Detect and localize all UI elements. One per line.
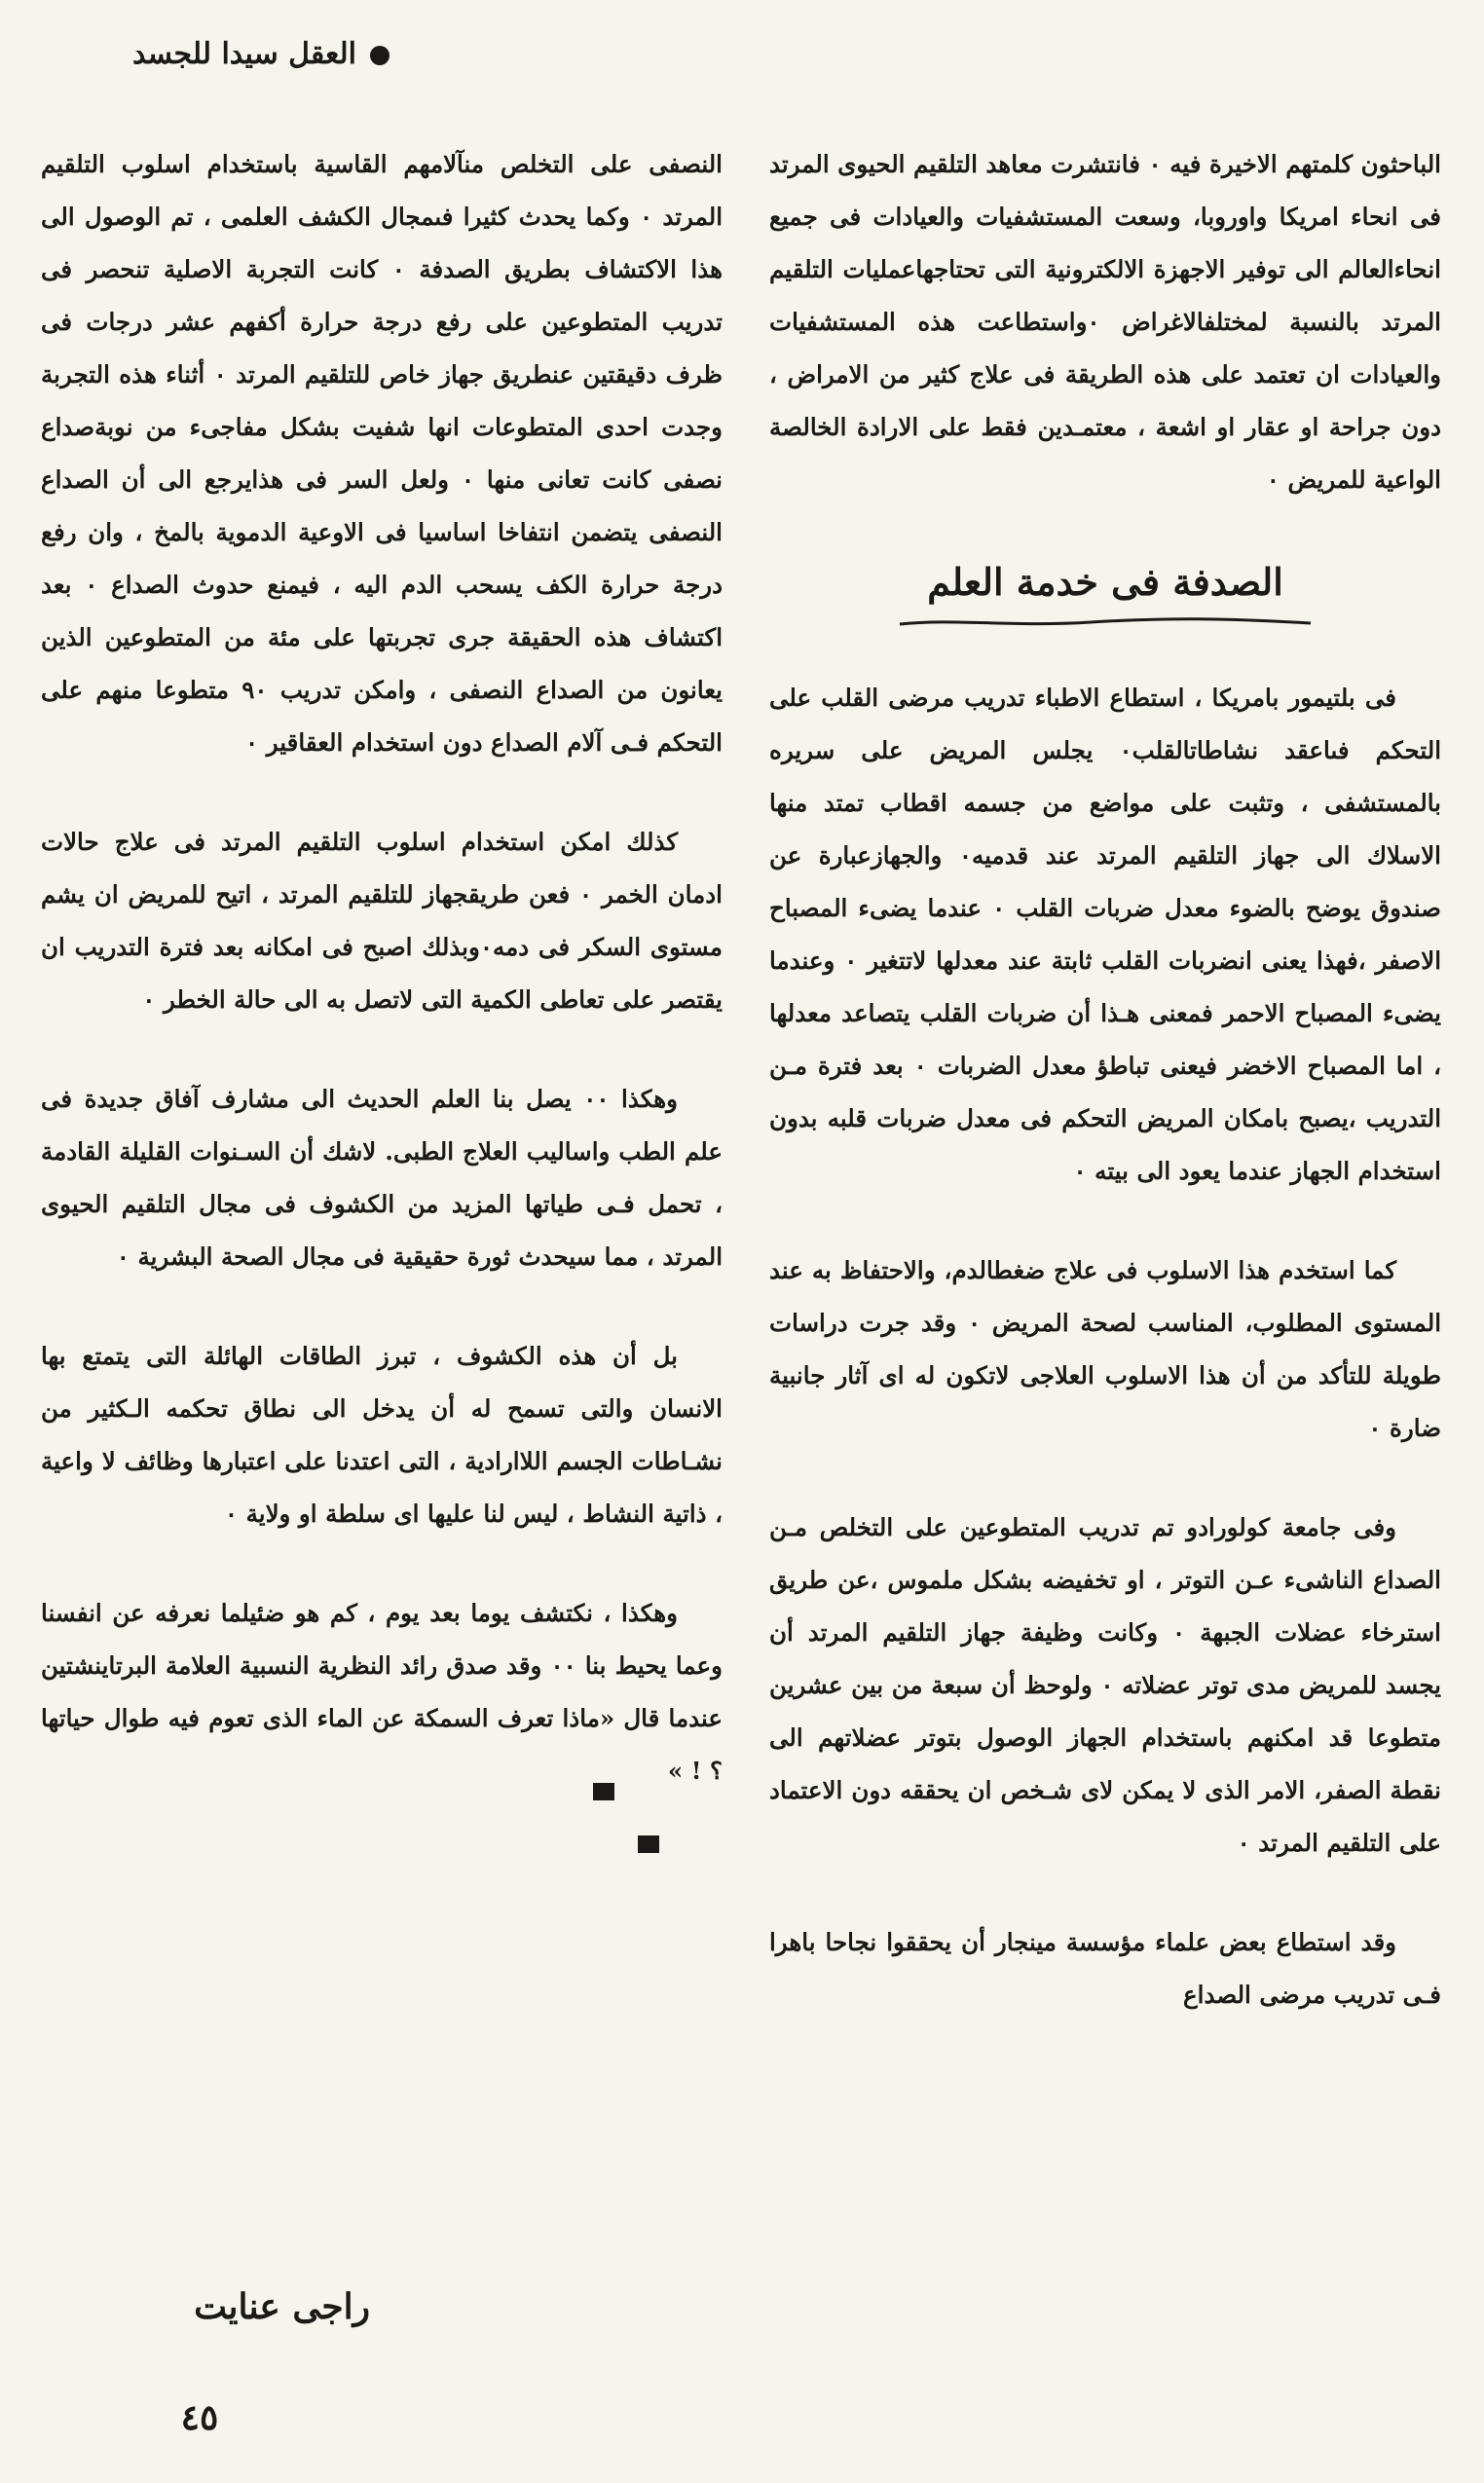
right-column: [769, 138, 1441, 2072]
bullet-icon: [370, 46, 390, 65]
paragraph: وقد استطاع بعض علماء مؤسسة مينجار أن يحققوا نجاحا باهرا فـى تدريب مرضى الصداع: [769, 1928, 1441, 2009]
paragraph: الباحثون كلمتهم الاخيرة فيه ٠ فانتشرت معاهد التلقيم الحيوى المرتد فى انحاء امريكا واوروبا، وسعت المستشفيات والعيادات فى جميع انحاءالعالم الى توفير الاجهزة الالكترونية التى تحتاجهاعمليات التلقيم المرتد بالنسبة لمختلفالاغراض ٠واستطاعت هذه المستشفيات والعيادات ان تعتمد على هذه الطريقة فى علاج كثير من الامراض ، دون جراحة او عقار او اشعة ، معتمـدين فقط على الارادة الخالصة الواعية للمريض ٠: [769, 150, 1441, 494]
author-signature: راجى عنايت: [194, 2286, 370, 2327]
paragraph: وفى جامعة كولورادو تم تدريب المتطوعين على التخلص مـن الصداع الناشىء عـن التوتر ، او تخفيضه بشكل ملموس ،عن طريق استرخاء عضلات الجبهة ٠ وكانت وظيفة جهاز التلقيم المرتد أن يجسد للمريض مدى توتر عضلاته ٠ ولوحظ أن سبعة من بين عشرين متطوعا قد امكنهم باستخدام الجهاز الوصول بتوتر عضلاتهم الى نقطة الصفر، الامر الذى لا يمكن لاى شـخص ان يحققه دون الاعتماد على التلقيم المرتد ٠: [769, 1513, 1441, 1857]
paragraph: كما استخدم هذا الاسلوب فى علاج ضغطالدم، والاحتفاظ به عند المستوى المطلوب، المناسب لصحة المريض ٠ وقد جرت دراسات طويلة للتأكد من أن هذا الاسلوب العلاجى لاتكون له اى آثار جانبية ضارة ٠: [769, 1256, 1441, 1442]
paragraph: فى بلتيمور بامريكا ، استطاع الاطباء تدريب مرضى القلب على التحكم فىاعقد نشاطاتالقلب٠ يجلس المريض على سريره بالمستشفى ، وتثبت على مواضع من جسمه اقطاب تمتد منها الاسلاك الى جهاز التلقيم المرتد عند قدميه٠ والجهازعبارة عن صندوق يوضح بالضوء معدل ضربات القلب ٠ عندما يضىء المصباح الاصفر ،فهذا يعنى انضربات القلب ثابتة عند معدلها لاتتغير ٠ وعندما يضىء المصباح الاحمر فمعنى هـذا أن ضربات القلب يتصاعد معدلها ، اما المصباح الاخضر فيعنى تباطؤ معدل الضربات ٠ بعد فترة مـن التدريب ،يصبح بامكان المريض التحكم فى معدل ضربات قلبه بدون استخدام الجهاز عندما يعود الى بيته ٠: [769, 684, 1441, 1185]
paragraph: [41, 1587, 723, 1797]
page-number: ٤٥: [180, 2397, 219, 2438]
heading-underline: [896, 615, 1315, 629]
paragraph: بل أن هذه الكشوف ، تبرز الطاقات الهائلة التى يتمتع بها الانسان والتى تسمح له أن يدخل الى نطاق تحكمه الـكثير من نشـاطات الجسم اللاارادية ، التى اعتدنا على اعتبارها وظائف لا واعية ، ذاتية النشاط ، ليس لنا عليها اى سلطة او ولاية ٠: [41, 1342, 723, 1528]
paragraph: كذلك امكن استخدام اسلوب التلقيم المرتد فى علاج حالات ادمان الخمر ٠ فعن طريقجهاز للتلقيم المرتد ، اتيح للمريض ان يشم مستوى السكر فى دمه٠وبذلك اصبح فى امكانه بعد فترة التدريب ان يقتصر على تعاطى الكمية التى لاتصل به الى حالة الخطر ٠: [41, 828, 723, 1014]
closing-paragraph-text: وهكذا ، نكتشف يوما بعد يوم ، كم هو ضئيلما نعرفه عن انفسنا وعما يحيط بنا ٠٠ وقد صدق رائد النظرية النسبية العلامة البرتاينشتين عندما قال «ماذا تعرف السمكة عن الماء الذى تعوم فيه طوال حياتها ؟ ! »: [41, 1599, 723, 1785]
section-heading: الصدفة فى خدمة العلم: [927, 560, 1283, 604]
paragraph: وهكذا ٠٠ يصل بنا العلم الحديث الى مشارف آفاق جديدة فى علم الطب واساليب العلاج الطبى. لاشك أن السـنوات القليلة القادمة ، تحمل فـى طياتها المزيد من الكشوف فى مجال التلقيم الحيوى المرتد ، مما سيحدث ثورة حقيقية فى مجال الصحة البشرية ٠: [41, 1085, 723, 1271]
paragraph: النصفى على التخلص منآلامهم القاسية باستخدام اسلوب التلقيم المرتد ٠ وكما يحدث كثيرا فىمجال الكشف العلمى ، تم الوصول الى هذا الاكتشاف بطريق الصدفة ٠ كانت التجربة الاصلية تنحصر فى تدريب المتطوعين على رفع درجة حرارة أكفهم عشر درجات فى ظرف دقيقتين عنطريق جهاز خاص للتلقيم المرتد ٠ أثناء هذه التجربة وجدت احدى المتطوعات انها شفيت بشكل مفاجىء من نوبةصداع نصفى كانت تعانى منها ٠ ولعل السر فى هذايرجع الى أن الصداع النصفى يتضمن انتفاخا اساسيا فى الاوعية الدموية بالمخ ، وان رفع درجة حرارة الكف يسحب الدم اليه ، فيمنع حدوث الصداع ٠ بعد اكتشاف هذه الحقيقة جرى تجربتها على مئة من المتطوعين الذين يعانون من الصداع النصفى ، وامكن تدريب ٩٠ متطوعا منهم على التحكم فـى آلام الصداع دون استخدام العقاقير ٠: [41, 150, 723, 757]
running-header: [39, 37, 390, 71]
left-column: [41, 138, 723, 1797]
running-title: العقل سيدا للجسد: [132, 37, 356, 71]
end-of-article-mark: [611, 1766, 659, 1784]
